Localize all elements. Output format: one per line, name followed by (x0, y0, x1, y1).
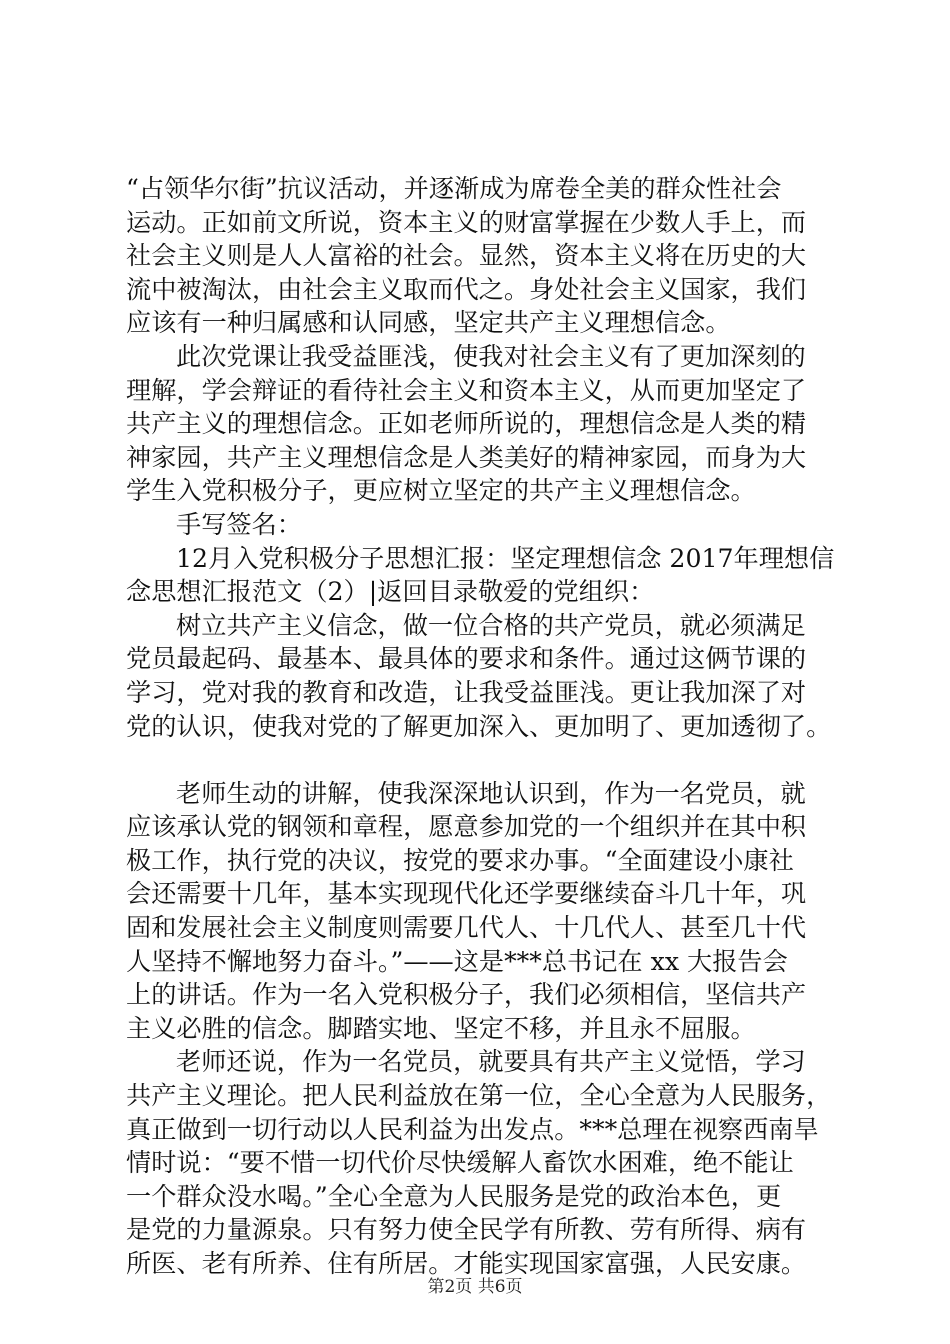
paragraph-7 (126, 1045, 838, 1280)
paragraph-heading (126, 542, 838, 609)
paragraph-1 (126, 172, 838, 340)
text-line: 树立共产主义信念，做一位合格的共产党员，就必须满足 (176, 610, 806, 640)
text-line: 主义必胜的信念。脚踏实地、坚定不移，并且永不屈服。 (126, 1013, 756, 1043)
paragraph-5 (126, 609, 838, 743)
text-line: 老师还说，作为一名党员，就要具有共产主义觉悟，学习 (176, 1047, 806, 1077)
text-line: 学习，党对我的教育和改造，让我受益匪浅。更让我加深了对 (126, 677, 807, 707)
text-line: 共产主义理论。把人民利益放在第一位，全心全意为人民服务， (126, 1081, 832, 1111)
paragraph-2 (126, 340, 838, 508)
text-line: 理解，学会辩证的看待社会主义和资本主义，从而更加坚定了 (126, 375, 807, 405)
text-line: 手写签名： (176, 509, 302, 539)
text-line: 神家园，共产主义理想信念是人类美好的精神家园，而身为大 (126, 442, 807, 472)
text-line: 党员最起码、最基本、最具体的要求和条件。通过这俩节课的 (126, 644, 807, 674)
text-line: 情时说：“要不惜一切代价尽快缓解人畜饮水困难，绝不能让 (126, 1148, 794, 1178)
text-line: 应该有一种归属感和认同感，坚定共产主义理想信念。 (126, 308, 731, 338)
text-line: 12月入党积极分子思想汇报：坚定理想信念 2017年理想信 (176, 543, 835, 573)
paragraph-6 (126, 777, 838, 1046)
text-line: 老师生动的讲解，使我深深地认识到，作为一名党员，就 (176, 778, 806, 808)
text-line: 应该承认党的钢领和章程，愿意参加党的一个组织并在其中积 (126, 812, 807, 842)
text-line: 社会主义则是人人富裕的社会。显然，资本主义将在历史的大 (126, 241, 807, 271)
page-footer: 第2页 共6页 (427, 1277, 523, 1297)
text-line: 所医、老有所养、住有所居。才能实现国家富强，人民安康。 (126, 1249, 807, 1278)
text-line: 上的讲话。作为一名入党积极分子，我们必须相信，坚信共产 (126, 980, 807, 1010)
document-body (126, 172, 838, 1281)
text-line: 真正做到一切行动以人民利益为出发点。***总理在视察西南旱 (126, 1114, 819, 1144)
text-line: 学生入党积极分子，更应树立坚定的共产主义理想信念。 (126, 476, 756, 506)
text-line: 会还需要十几年，基本实现现代化还学要继续奋斗几十年，巩 (126, 879, 807, 909)
text-line: 流中被淘汰，由社会主义取而代之。身处社会主义国家，我们 (126, 274, 807, 304)
text-line: 共产主义的理想信念。正如老师所说的，理想信念是人类的精 (126, 409, 807, 439)
text-line: 运动。正如前文所说，资本主义的财富掌握在少数人手上，而 (126, 207, 807, 237)
text-line: “占领华尔街”抗议活动，并逐渐成为席卷全美的群众性社会 (126, 174, 782, 203)
text-line: 是党的力量源泉。只有努力使全民学有所教、劳有所得、病有 (126, 1215, 807, 1245)
signature-label (126, 508, 838, 542)
text-line: 党的认识，使我对党的了解更加深入、更加明了、更加透彻了。 (126, 711, 832, 741)
text-line: 人坚持不懈地努力奋斗。”——这是***总书记在 xx 大报告会 (126, 946, 788, 976)
text-line: 一个群众没水喝。”全心全意为人民服务是党的政治本色，更 (126, 1181, 782, 1211)
text-line: 极工作，执行党的决议，按党的要求办事。“全面建设小康社 (126, 845, 794, 875)
text-line: 念思想汇报范文（2）|返回目录敬爱的党组织： (126, 577, 655, 607)
blank-line (126, 743, 838, 777)
text-line: 此次党课让我受益匪浅，使我对社会主义有了更加深刻的 (176, 341, 806, 371)
text-line: 固和发展社会主义制度则需要几代人、十几代人、甚至几十代 (126, 913, 807, 943)
